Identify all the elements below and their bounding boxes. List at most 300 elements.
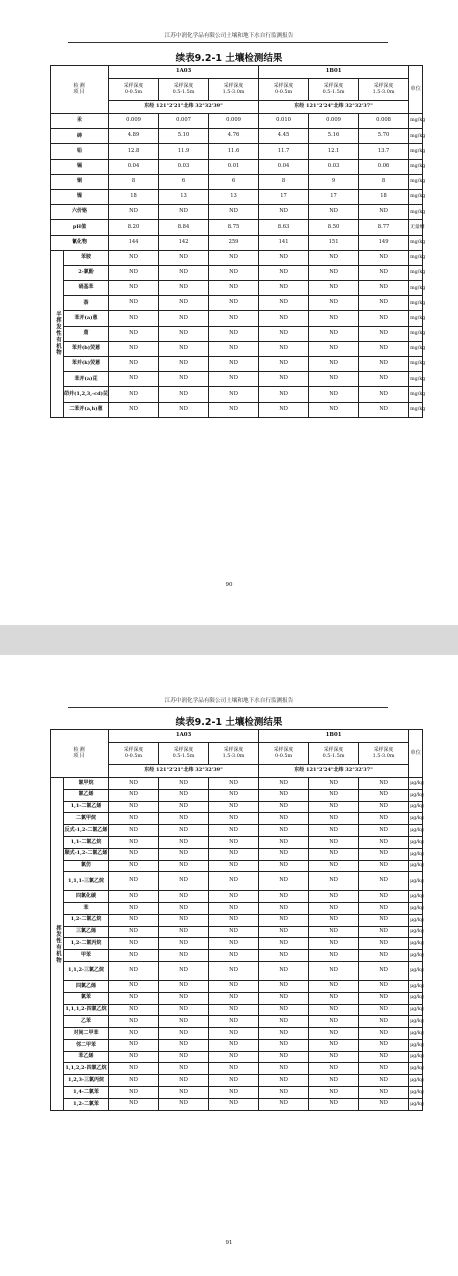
- table-row: [51, 144, 423, 159]
- analyte-name: 1,4-二氯苯: [64, 1087, 109, 1099]
- header-rule: [68, 42, 388, 43]
- table-row: [51, 801, 423, 813]
- result-value: ND: [159, 778, 209, 790]
- unit-cell: mg/kg: [409, 387, 423, 402]
- unit-cell: μg/kg: [409, 938, 423, 950]
- result-value: ND: [209, 848, 259, 860]
- result-value: ND: [159, 341, 209, 356]
- result-value: ND: [159, 903, 209, 915]
- result-value: 18: [109, 189, 159, 204]
- analyte-name: 镉: [51, 159, 109, 174]
- table-row: [51, 114, 423, 129]
- result-value: ND: [359, 402, 409, 417]
- unit-cell: μg/kg: [409, 825, 423, 837]
- result-value: ND: [209, 1039, 259, 1051]
- result-value: 0.009: [209, 114, 259, 129]
- result-value: ND: [359, 903, 409, 915]
- result-value: ND: [309, 789, 359, 801]
- page-number: 90: [225, 582, 233, 588]
- result-value: ND: [259, 860, 309, 872]
- result-value: ND: [209, 1004, 259, 1016]
- soil-results-table: [50, 729, 423, 1111]
- result-value: ND: [259, 296, 309, 311]
- result-value: ND: [359, 341, 409, 356]
- result-value: ND: [159, 891, 209, 903]
- sampling-depth: 采样深度 0.5-1.5m: [309, 79, 359, 101]
- result-value: 4.76: [209, 129, 259, 144]
- unit-cell: μg/kg: [409, 1098, 423, 1110]
- result-value: ND: [259, 326, 309, 341]
- result-value: ND: [259, 250, 309, 265]
- result-value: ND: [159, 1039, 209, 1051]
- table-row: [51, 825, 423, 837]
- unit-cell: μg/kg: [409, 848, 423, 860]
- result-value: ND: [309, 281, 359, 296]
- analyte-name: 1,1-二氯乙烯: [64, 801, 109, 813]
- result-value: ND: [309, 980, 359, 992]
- result-value: ND: [159, 1098, 209, 1110]
- result-value: ND: [259, 914, 309, 926]
- unit-cell: 无量纲: [409, 220, 423, 235]
- unit-cell: μg/kg: [409, 891, 423, 903]
- result-value: ND: [309, 205, 359, 220]
- result-value: ND: [159, 1087, 209, 1099]
- result-value: ND: [209, 962, 259, 981]
- table-row: [51, 281, 423, 296]
- unit-cell: mg/kg: [409, 144, 423, 159]
- result-value: ND: [209, 825, 259, 837]
- result-value: ND: [109, 938, 159, 950]
- result-value: ND: [259, 1087, 309, 1099]
- result-value: ND: [159, 938, 209, 950]
- result-value: 144: [109, 235, 159, 250]
- table-row: [51, 235, 423, 250]
- result-value: ND: [309, 1098, 359, 1110]
- result-value: 11.9: [159, 144, 209, 159]
- result-value: ND: [159, 402, 209, 417]
- result-value: ND: [209, 372, 259, 387]
- result-value: ND: [309, 938, 359, 950]
- analyte-name: 䓛: [64, 326, 109, 341]
- result-value: ND: [259, 903, 309, 915]
- result-value: 0.009: [309, 114, 359, 129]
- table-row: [51, 174, 423, 189]
- sampling-depth: 采样深度 1.5-3.0m: [359, 743, 409, 765]
- result-value: 4.45: [259, 129, 309, 144]
- unit-cell: mg/kg: [409, 129, 423, 144]
- unit-cell: mg/kg: [409, 281, 423, 296]
- table-row: [51, 813, 423, 825]
- result-value: ND: [159, 1004, 209, 1016]
- result-value: ND: [159, 950, 209, 962]
- sampling-point-label: 1A03: [109, 730, 259, 743]
- unit-cell: μg/kg: [409, 1063, 423, 1075]
- result-value: ND: [259, 926, 309, 938]
- unit-cell: μg/kg: [409, 789, 423, 801]
- unit-header: 单位: [409, 730, 423, 778]
- analyte-name: 苯并(a)蒽: [64, 311, 109, 326]
- unit-cell: μg/kg: [409, 778, 423, 790]
- table-row: [51, 950, 423, 962]
- result-value: ND: [109, 1098, 159, 1110]
- table-row: [51, 205, 423, 220]
- result-value: ND: [209, 836, 259, 848]
- result-value: 13: [209, 189, 259, 204]
- result-value: ND: [109, 1075, 159, 1087]
- analyte-name: 苯并(a)芘: [64, 372, 109, 387]
- analyte-name: 氰化物: [51, 235, 109, 250]
- result-value: ND: [259, 813, 309, 825]
- result-value: ND: [209, 205, 259, 220]
- table-row: [51, 402, 423, 417]
- analyte-name: 硝基苯: [64, 281, 109, 296]
- result-value: ND: [359, 825, 409, 837]
- unit-cell: μg/kg: [409, 860, 423, 872]
- table-row: [51, 872, 423, 891]
- result-value: ND: [209, 980, 259, 992]
- table-row: [51, 341, 423, 356]
- result-value: ND: [309, 1016, 359, 1028]
- sampling-point-label: 1A03: [109, 66, 259, 79]
- result-value: ND: [259, 789, 309, 801]
- result-value: ND: [359, 1087, 409, 1099]
- sampling-depth: 采样深度 1.5-3.0m: [209, 79, 259, 101]
- result-value: ND: [359, 778, 409, 790]
- result-value: ND: [109, 1016, 159, 1028]
- result-value: ND: [359, 789, 409, 801]
- table-row: [51, 926, 423, 938]
- result-value: 13: [159, 189, 209, 204]
- sampling-depth: 采样深度 0-0.5m: [259, 79, 309, 101]
- result-value: ND: [109, 836, 159, 848]
- result-value: ND: [209, 296, 259, 311]
- result-value: 0.06: [359, 159, 409, 174]
- result-value: ND: [109, 311, 159, 326]
- table-row: [51, 1004, 423, 1016]
- result-value: 17: [309, 189, 359, 204]
- result-value: ND: [159, 326, 209, 341]
- result-value: ND: [209, 801, 259, 813]
- result-value: ND: [209, 860, 259, 872]
- result-value: ND: [259, 265, 309, 280]
- result-value: ND: [309, 250, 359, 265]
- result-value: ND: [359, 1075, 409, 1087]
- result-value: ND: [359, 357, 409, 372]
- result-value: ND: [309, 1039, 359, 1051]
- unit-cell: mg/kg: [409, 296, 423, 311]
- result-value: ND: [159, 872, 209, 891]
- result-value: 0.04: [259, 159, 309, 174]
- header-row-points: [51, 66, 423, 79]
- unit-cell: μg/kg: [409, 950, 423, 962]
- table-row: [51, 189, 423, 204]
- table-row: [51, 992, 423, 1004]
- result-value: ND: [159, 848, 209, 860]
- result-value: ND: [159, 387, 209, 402]
- result-value: 4.89: [109, 129, 159, 144]
- result-value: ND: [259, 848, 309, 860]
- result-value: ND: [359, 250, 409, 265]
- result-value: 149: [359, 235, 409, 250]
- result-value: ND: [159, 1028, 209, 1040]
- unit-cell: mg/kg: [409, 341, 423, 356]
- analyte-name: 氯苯: [64, 992, 109, 1004]
- result-value: ND: [109, 326, 159, 341]
- table-row: [51, 1016, 423, 1028]
- table-row: [51, 1039, 423, 1051]
- sampling-depth: 采样深度 1.5-3.0m: [359, 79, 409, 101]
- result-value: ND: [259, 891, 309, 903]
- analyte-name: 氯甲烷: [64, 778, 109, 790]
- result-value: ND: [309, 1051, 359, 1063]
- result-value: ND: [359, 1063, 409, 1075]
- result-value: ND: [159, 265, 209, 280]
- result-value: ND: [359, 926, 409, 938]
- result-value: 12.8: [109, 144, 159, 159]
- result-value: ND: [359, 836, 409, 848]
- result-value: ND: [109, 872, 159, 891]
- table-title: 续表9.2-1 土壤检测结果: [175, 53, 283, 64]
- result-value: ND: [209, 265, 259, 280]
- result-value: ND: [309, 1004, 359, 1016]
- table-row: [51, 296, 423, 311]
- result-value: ND: [259, 1028, 309, 1040]
- analyte-name: 1,1,2-三氯乙烷: [64, 962, 109, 981]
- result-value: ND: [209, 813, 259, 825]
- analyte-name: 苯并(k)荧蒽: [64, 357, 109, 372]
- unit-cell: mg/kg: [409, 235, 423, 250]
- result-value: ND: [159, 357, 209, 372]
- result-value: 8.50: [309, 220, 359, 235]
- analyte-name: 铜: [51, 174, 109, 189]
- result-value: ND: [309, 326, 359, 341]
- result-value: ND: [209, 1016, 259, 1028]
- table-row: [51, 1098, 423, 1110]
- sampling-depth: 采样深度 0-0.5m: [109, 743, 159, 765]
- result-value: ND: [209, 891, 259, 903]
- result-value: 0.03: [309, 159, 359, 174]
- result-value: ND: [109, 789, 159, 801]
- analyte-name: 六价铬: [51, 205, 109, 220]
- analyte-name: 二氯甲烷: [64, 813, 109, 825]
- unit-cell: μg/kg: [409, 903, 423, 915]
- analyte-name: 茚并(1,2,3,-cd)芘: [64, 387, 109, 402]
- result-value: ND: [259, 950, 309, 962]
- analyte-name: 氯仿: [64, 860, 109, 872]
- result-value: ND: [259, 372, 309, 387]
- analyte-name: 镍: [51, 189, 109, 204]
- result-value: 6: [159, 174, 209, 189]
- unit-cell: mg/kg: [409, 357, 423, 372]
- result-value: ND: [309, 962, 359, 981]
- result-value: ND: [359, 326, 409, 341]
- unit-cell: μg/kg: [409, 1087, 423, 1099]
- result-value: ND: [259, 1039, 309, 1051]
- table-row: [51, 789, 423, 801]
- table-row: [51, 938, 423, 950]
- analyte-name: 四氯乙烯: [64, 980, 109, 992]
- result-value: ND: [359, 872, 409, 891]
- result-value: ND: [359, 387, 409, 402]
- result-value: 0.03: [159, 159, 209, 174]
- result-value: ND: [209, 250, 259, 265]
- unit-cell: μg/kg: [409, 1051, 423, 1063]
- analyte-name: 汞: [51, 114, 109, 129]
- result-value: ND: [259, 1051, 309, 1063]
- result-value: ND: [259, 387, 309, 402]
- result-value: ND: [159, 980, 209, 992]
- result-value: ND: [209, 914, 259, 926]
- soil-results-table: [50, 65, 426, 418]
- result-value: ND: [159, 962, 209, 981]
- result-value: ND: [309, 296, 359, 311]
- result-value: ND: [259, 357, 309, 372]
- result-value: ND: [109, 903, 159, 915]
- header-row-points: [51, 730, 423, 743]
- result-value: ND: [259, 801, 309, 813]
- result-value: ND: [309, 341, 359, 356]
- table-row: [51, 860, 423, 872]
- result-value: ND: [359, 372, 409, 387]
- result-value: ND: [359, 980, 409, 992]
- result-value: ND: [309, 825, 359, 837]
- result-value: ND: [309, 372, 359, 387]
- result-value: ND: [159, 311, 209, 326]
- result-value: ND: [309, 1063, 359, 1075]
- result-value: ND: [309, 801, 359, 813]
- unit-cell: μg/kg: [409, 1016, 423, 1028]
- unit-cell: μg/kg: [409, 872, 423, 891]
- unit-cell: mg/kg: [409, 250, 423, 265]
- table-row: [51, 387, 423, 402]
- result-value: ND: [259, 992, 309, 1004]
- unit-cell: μg/kg: [409, 980, 423, 992]
- result-value: ND: [309, 836, 359, 848]
- sampling-depth: 采样深度 0.5-1.5m: [159, 743, 209, 765]
- result-value: ND: [359, 205, 409, 220]
- sampling-depth: 采样深度 1.5-3.0m: [209, 743, 259, 765]
- result-value: ND: [159, 825, 209, 837]
- result-value: 0.007: [159, 114, 209, 129]
- unit-cell: mg/kg: [409, 189, 423, 204]
- unit-cell: mg/kg: [409, 402, 423, 417]
- result-value: ND: [109, 296, 159, 311]
- table-row: [51, 326, 423, 341]
- unit-cell: μg/kg: [409, 926, 423, 938]
- result-value: ND: [209, 357, 259, 372]
- result-value: ND: [109, 860, 159, 872]
- result-value: 8.84: [159, 220, 209, 235]
- result-value: ND: [159, 1051, 209, 1063]
- result-value: ND: [359, 311, 409, 326]
- unit-cell: mg/kg: [409, 114, 423, 129]
- result-value: ND: [259, 402, 309, 417]
- result-value: 6: [209, 174, 259, 189]
- analyte-name: 邻二甲苯: [64, 1039, 109, 1051]
- analyte-name: 甲苯: [64, 950, 109, 962]
- result-value: ND: [159, 1016, 209, 1028]
- result-value: ND: [159, 205, 209, 220]
- running-header: 江苏中润化学品有限公司土壤和地下水自行监测报告: [164, 33, 294, 39]
- unit-cell: μg/kg: [409, 836, 423, 848]
- result-value: ND: [309, 950, 359, 962]
- result-value: ND: [109, 1028, 159, 1040]
- result-value: ND: [109, 914, 159, 926]
- result-value: ND: [159, 1075, 209, 1087]
- analyte-name: 反式-1,2-二氯乙烯: [64, 825, 109, 837]
- result-value: ND: [259, 1063, 309, 1075]
- result-value: ND: [359, 914, 409, 926]
- result-value: ND: [309, 1028, 359, 1040]
- result-value: ND: [309, 402, 359, 417]
- result-value: ND: [109, 281, 159, 296]
- result-value: ND: [359, 848, 409, 860]
- result-value: ND: [259, 341, 309, 356]
- result-value: ND: [259, 1016, 309, 1028]
- result-value: ND: [209, 938, 259, 950]
- table-row: [51, 1051, 423, 1063]
- unit-cell: mg/kg: [409, 265, 423, 280]
- analyte-name: 1,2-二氯丙烷: [64, 938, 109, 950]
- result-value: ND: [359, 938, 409, 950]
- result-value: ND: [259, 872, 309, 891]
- result-value: 11.6: [209, 144, 259, 159]
- analyte-name: 苯胺: [64, 250, 109, 265]
- sampling-depth: 采样深度 0-0.5m: [109, 79, 159, 101]
- analyte-name: 1,1-二氯乙烷: [64, 836, 109, 848]
- result-value: ND: [309, 813, 359, 825]
- unit-cell: μg/kg: [409, 1075, 423, 1087]
- result-value: ND: [309, 1087, 359, 1099]
- analyte-name: 1,1,2,2-四氯乙烷: [64, 1063, 109, 1075]
- table-row: [51, 1075, 423, 1087]
- analyte-name: 四氯化碳: [64, 891, 109, 903]
- result-value: 8.77: [359, 220, 409, 235]
- result-value: 0.010: [259, 114, 309, 129]
- result-value: ND: [109, 357, 159, 372]
- group-category: 半挥发性有机物: [51, 250, 64, 417]
- analyte-name: 二苯并(a,h)蒽: [64, 402, 109, 417]
- result-value: ND: [309, 311, 359, 326]
- result-value: ND: [159, 860, 209, 872]
- result-value: ND: [259, 1098, 309, 1110]
- result-value: ND: [359, 1004, 409, 1016]
- result-value: ND: [259, 962, 309, 981]
- result-value: ND: [309, 860, 359, 872]
- analyte-name: 三氯乙烯: [64, 926, 109, 938]
- result-value: ND: [309, 903, 359, 915]
- result-value: ND: [159, 372, 209, 387]
- result-value: 151: [309, 235, 359, 250]
- result-value: ND: [209, 311, 259, 326]
- result-value: ND: [259, 1075, 309, 1087]
- result-value: ND: [109, 992, 159, 1004]
- result-value: ND: [109, 813, 159, 825]
- analyte-name: 萘: [64, 296, 109, 311]
- result-value: ND: [359, 860, 409, 872]
- unit-cell: mg/kg: [409, 311, 423, 326]
- result-value: ND: [109, 848, 159, 860]
- result-value: ND: [159, 789, 209, 801]
- unit-header: 单位: [409, 66, 423, 114]
- result-value: ND: [359, 1051, 409, 1063]
- result-value: ND: [159, 992, 209, 1004]
- result-value: ND: [209, 1075, 259, 1087]
- result-value: ND: [209, 1063, 259, 1075]
- table-row: [51, 914, 423, 926]
- running-header: 江苏中润化学品有限公司土壤和地下水自行监测报告: [164, 698, 294, 704]
- result-value: ND: [209, 1087, 259, 1099]
